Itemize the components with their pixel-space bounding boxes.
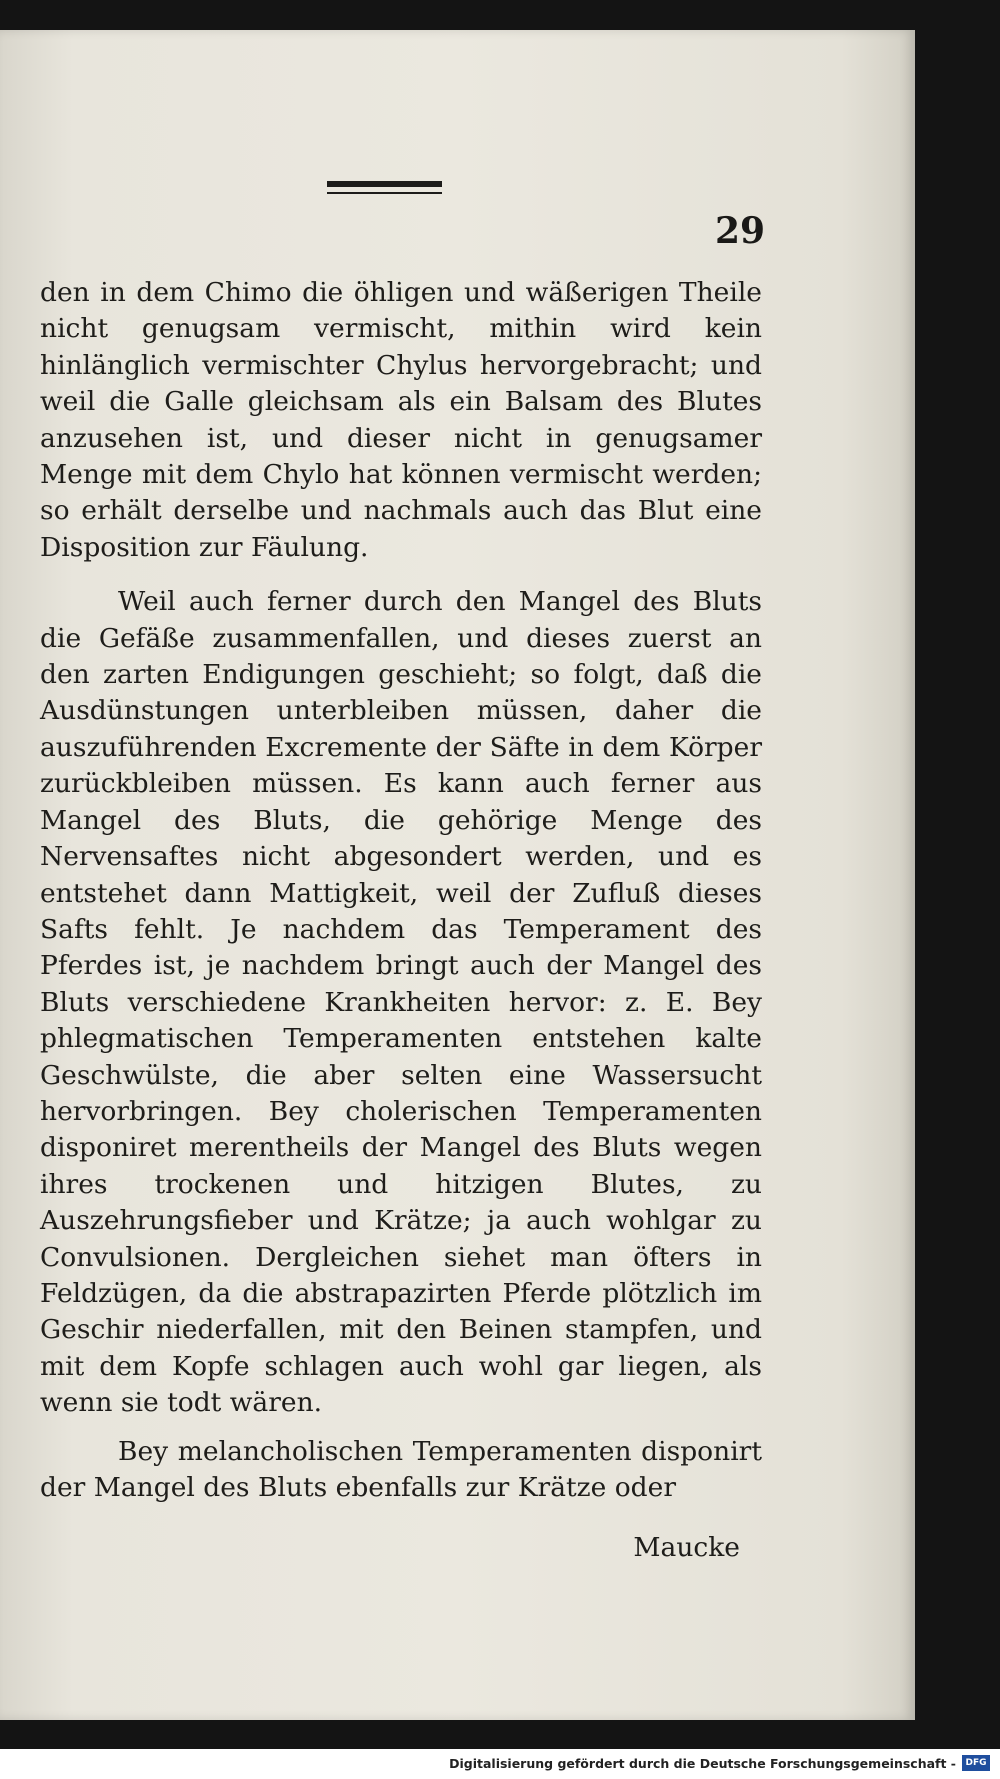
catchword: Maucke bbox=[633, 1532, 740, 1563]
header-rule-thin bbox=[327, 192, 442, 194]
paragraph-2: Weil auch ferner durch den Mangel des Bluts die Gefäße zusammenfallen, und dieses zuerst an den zarten Endigungen geschieht; so folgt, daß die Ausdünstungen unterbleiben müssen, daher die auszuführenden Excremente der Säfte in dem Körper zurückbleiben müssen. Es kann auch ferner aus Mangel des Bluts, die gehörige Menge des Nervensaftes nicht abgesondert werden, und es entstehet dann Mattigkeit, weil der Zufluß dieses Safts fehlt. Je nachdem das Temperament des Pferdes ist, je nachdem bringt auch der Mangel des Bluts verschiedene Krankheiten hervor: z. E. Bey phlegmatischen Temperamenten entstehen kalte Geschwülste, die aber selten eine Wassersucht hervorbringen. Bey cholerischen Temperamenten disponiret merentheils der Mangel des Bluts wegen ihres trockenen und hitzigen Blutes, zu Auszehrungsfieber und Krätze; ja auch wohlgar zu Convulsionen. Dergleichen siehet man öfters in Feldzügen, da die abstrapazirten Pferde plötzlich im Geschir niederfallen, mit den Beinen stampfen, und mit dem Kopfe schlagen auch wohl gar liegen, als wenn sie todt wären. bbox=[40, 586, 762, 1419]
paragraph-1: den in dem Chimo die öhligen und wäßerigen Theile nicht genugsam vermischt, mithin wird kein hinlänglich vermischter Chylus hervorgebracht; und weil die Galle gleichsam als ein Balsam des Blutes anzusehen ist, und dieser nicht in genugsamer Menge mit dem Chylo hat können vermischt werden; so erhält derselbe und nachmals auch das Blut eine Disposition zur Fäulung. bbox=[40, 277, 762, 563]
funding-credit: Digitalisierung gefördert durch die Deutsche Forschungsgemeinschaft - bbox=[449, 1756, 956, 1771]
header-rule-thick bbox=[327, 181, 442, 187]
page-number: 29 bbox=[715, 210, 766, 252]
book-page bbox=[0, 30, 915, 1720]
digitization-footer bbox=[0, 1749, 1000, 1779]
body-text bbox=[40, 275, 762, 1506]
dfg-logo: DFG bbox=[962, 1755, 990, 1771]
paragraph-3: Bey melancholischen Temperamenten disponirt der Mangel des Bluts ebenfalls zur Krätze oder bbox=[40, 1435, 762, 1503]
